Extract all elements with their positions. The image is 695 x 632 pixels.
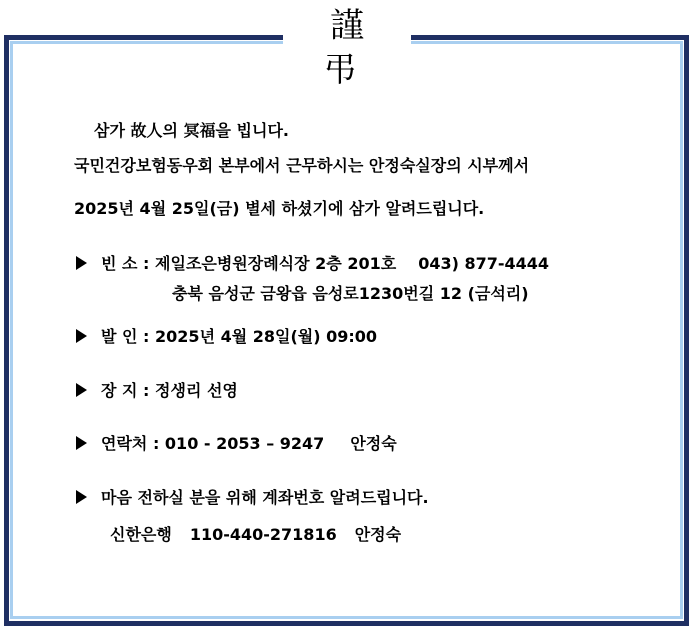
funeral-hall-address: 충북 음성군 금왕읍 음성로1230번길 12 (금석리) xyxy=(172,284,529,303)
departure-row xyxy=(76,327,377,347)
burial-value: 정생리 선영 xyxy=(155,381,238,400)
contact-name: 안정숙 xyxy=(350,434,397,453)
notice-title: 謹 弔 xyxy=(323,6,378,90)
funeral-hall-row xyxy=(76,254,549,274)
intro-line-1: 국민건강보험동우회 본부에서 근무하시는 안정숙실장의 시부께서 xyxy=(74,156,530,175)
bullet-arrow-icon xyxy=(76,490,87,504)
account-holder: 안정숙 xyxy=(354,525,402,544)
contact-row xyxy=(76,434,397,454)
bullet-arrow-icon xyxy=(76,436,87,450)
bullet-arrow-icon xyxy=(76,256,87,270)
burial-label: 장 지 : xyxy=(101,381,150,400)
departure-value: 2025년 4월 28일(월) 09:00 xyxy=(155,327,378,346)
bullet-arrow-icon xyxy=(76,383,87,397)
contact-label: 연락처 : xyxy=(101,434,160,453)
condolence-row xyxy=(76,488,429,508)
departure-label: 발 인 : xyxy=(101,327,150,346)
condolence-text: 마음 전하실 분을 위해 계좌번호 알려드립니다. xyxy=(101,488,429,507)
contact-value: 010 - 2053 – 9247 xyxy=(164,434,325,453)
greeting-line: 삼가 故人의 冥福을 빕니다. xyxy=(94,121,289,140)
intro-line-2: 2025년 4월 25일(금) 별세 하셨기에 삼가 알려드립니다. xyxy=(74,199,485,218)
burial-row xyxy=(76,381,238,401)
bullet-arrow-icon xyxy=(76,329,87,343)
bank-account-number: 110-440-271816 xyxy=(189,525,337,544)
funeral-hall-value: 제일조은병원장례식장 2층 201호 xyxy=(155,254,397,273)
bank-account-row xyxy=(110,525,401,545)
funeral-hall-phone: 043) 877-4444 xyxy=(418,254,550,273)
funeral-hall-label: 빈 소 : xyxy=(101,254,150,273)
bank-name: 신한은행 xyxy=(110,525,172,544)
